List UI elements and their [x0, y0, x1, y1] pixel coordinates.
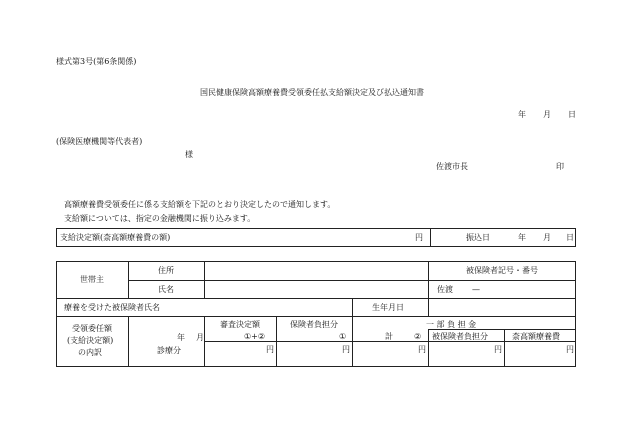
- household-head-label: 世帯主: [80, 275, 104, 284]
- recipient-honorific: 様: [185, 150, 193, 159]
- copay-label: 一 部 負 担 金: [426, 320, 477, 329]
- address-label: 住所: [158, 266, 174, 275]
- sado-label: 佐渡: [437, 285, 453, 294]
- period-month: 月: [196, 333, 204, 342]
- insurer-share-label: 保険者負担分: [290, 320, 338, 329]
- number-dash: —: [472, 285, 480, 294]
- name-label: 氏名: [158, 285, 174, 294]
- transfer-month: 月: [543, 233, 551, 242]
- date-year: 年: [518, 110, 526, 119]
- high-cost-yen: 円: [566, 345, 574, 354]
- date-month: 月: [543, 110, 551, 119]
- breakdown-line-3: の内訳: [78, 348, 102, 357]
- date-day: 日: [568, 110, 576, 119]
- breakdown-line-2: (支給決定額): [67, 336, 114, 345]
- insured-number-label: 被保険者記号・番号: [466, 266, 538, 275]
- patient-name-label: 療養を受けた被保険者氏名: [64, 303, 160, 312]
- copay-total-label: 計: [385, 332, 393, 341]
- document-title: 国民健康保険高額療養費受領委任払支給額決定及び払込通知書: [200, 88, 424, 97]
- treatment-period-label: 診療分: [157, 346, 181, 355]
- circle-two: ②: [414, 332, 422, 341]
- sender-name: 佐渡市長: [436, 162, 468, 171]
- body-line-2: 支給額については、指定の金融機関に振り込みます。: [64, 214, 256, 223]
- form-number: 様式第3号(第6条関係): [56, 57, 137, 66]
- birth-date-label: 生年月日: [372, 303, 404, 312]
- payment-yen: 円: [415, 233, 423, 242]
- recipient-label: (保険医療機関等代表者): [56, 137, 143, 146]
- review-formula: ①+②: [244, 332, 266, 341]
- transfer-date-label: 振込日: [466, 233, 490, 242]
- breakdown-line-1: 受領委任額: [72, 324, 112, 333]
- insurer-share-yen: 円: [342, 345, 350, 354]
- period-year: 年: [177, 333, 185, 342]
- body-line-1: 高額療養費受領委任に係る支給額を下記のとおり決定したので通知します。: [64, 200, 336, 209]
- seal-mark: 印: [556, 162, 564, 171]
- payment-amount-label: 支給決定額(柰高額療養費の額): [60, 233, 171, 242]
- review-amount-label: 審査決定額: [220, 320, 260, 329]
- transfer-day: 日: [566, 233, 574, 242]
- insured-share-yen: 円: [494, 345, 502, 354]
- circle-one: ①: [339, 332, 347, 341]
- review-amount-yen: 円: [266, 345, 274, 354]
- high-cost-label: 柰高額療養費: [512, 332, 560, 341]
- copay-total-yen: 円: [418, 345, 426, 354]
- transfer-year: 年: [518, 233, 526, 242]
- insured-share-label: 被保険者負担分: [432, 332, 488, 341]
